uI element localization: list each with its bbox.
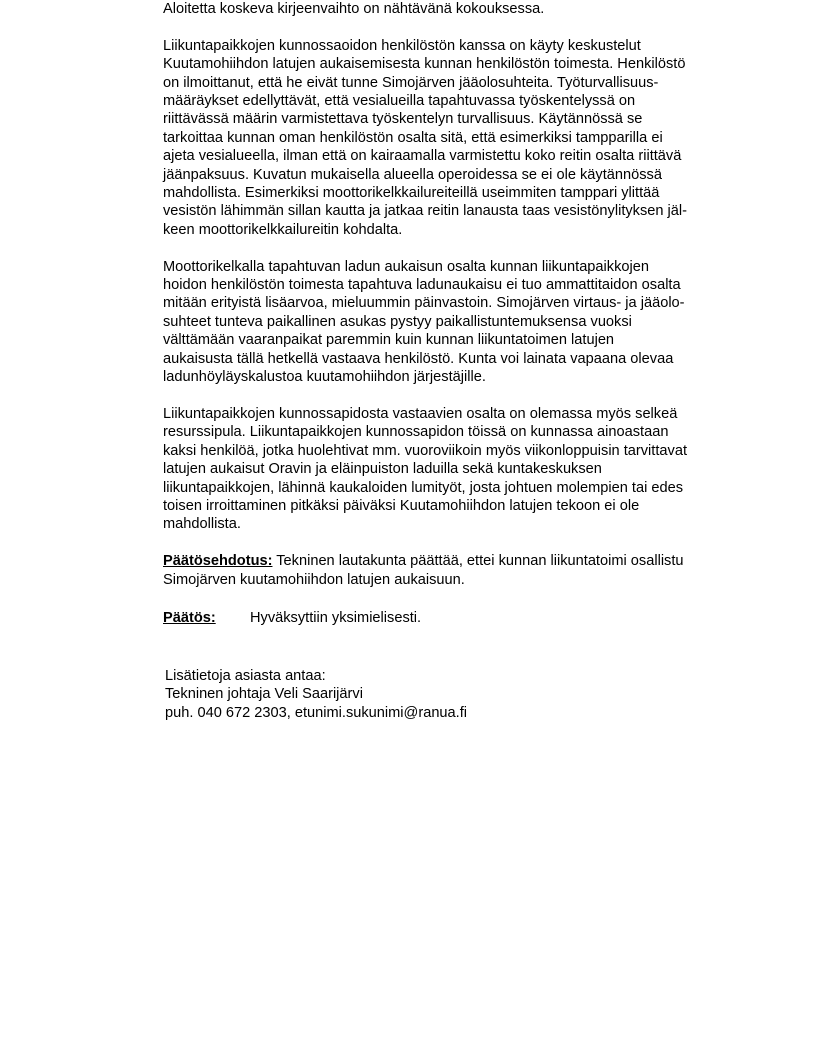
text-line: mahdollista. Esimerkiksi moottorikelkkailureiteillä useimmiten tamppari ylittää bbox=[163, 185, 660, 202]
paragraph-correspondence bbox=[163, 0, 743, 18]
paragraph-staff-discussion bbox=[163, 37, 743, 239]
text-line: vesistön lähimmän sillan kautta ja jatkaa reitin lanausta taas vesistönylityksen jäl- bbox=[163, 203, 688, 220]
text-line: Kuutamohiihdon latujen aukaisemisesta kunnan henkilöstön toimesta. Henkilöstö bbox=[163, 56, 686, 73]
text-line: resurssipula. Liikuntapaikkojen kunnossapidon töissä on kunnassa ainoastaan bbox=[163, 424, 669, 441]
text-line: Aloitetta koskeva kirjeenvaihto on nähtävänä kokouksessa. bbox=[163, 1, 545, 17]
decision-section bbox=[163, 609, 743, 627]
text-line: toisen irroittaminen pitkäksi päiväksi Kuutamohiihdon latujen tekoon ei ole bbox=[163, 497, 640, 514]
text-line: Moottorikelkalla tapahtuvan ladun aukaisun osalta kunnan liikuntapaikkojen bbox=[163, 258, 649, 275]
text-line: suhteet tunteva paikallinen asukas pystyy paikallistuntemuksensa vuoksi bbox=[163, 313, 632, 330]
text-line: jäänpaksuus. Kuvatun mukaisella alueella operoidessa se ei ole käytännössä bbox=[163, 166, 662, 183]
text-line: määräykset edellyttävät, että vesialueilla tapahtuvassa työskentelyssä on bbox=[163, 93, 636, 110]
contact-info bbox=[165, 667, 467, 722]
text-line: Liikuntapaikkojen kunnossaoidon henkilöstön kanssa on käyty keskustelut bbox=[163, 37, 641, 54]
text-line: liikuntapaikkojen, lähinnä kaukaloiden lumityöt, josta johtuen molempien tai edes bbox=[163, 479, 684, 496]
contact-heading: Lisätietoja asiasta antaa: bbox=[165, 668, 326, 684]
proposal-section bbox=[163, 552, 743, 589]
text-line: riittävässä määrin varmistettava työskentelyn turvallisuus. Käytännössä se bbox=[163, 111, 643, 128]
decision-text: Hyväksyttiin yksimielisesti. bbox=[250, 609, 422, 626]
proposal-line bbox=[163, 552, 743, 570]
contact-person: Tekninen johtaja Veli Saarijärvi bbox=[165, 686, 363, 703]
text-line: tarkoittaa kunnan oman henkilöstön osalta sitä, että esimerkiksi tampparilla ei bbox=[163, 129, 663, 146]
text-line: mitään erityistä lisäarvoa, mieluummin päinvastoin. Simojärven virtaus- ja jääolo- bbox=[163, 295, 685, 312]
proposal-text-cont: Simojärven kuutamohiihdon latujen aukaisuun. bbox=[163, 571, 465, 588]
paragraph-snowmobile bbox=[163, 258, 743, 387]
text-line: ladunhöyläyskalustoa kuutamohiihdon järjestäjille. bbox=[163, 369, 486, 386]
text-line: keen moottorikelkkailureitin kohdalta. bbox=[163, 221, 403, 238]
text-line: ajeta vesialueella, ilman että on kairaamalla varmistettu koko reitin osalta riittävä bbox=[163, 148, 682, 165]
text-line: Liikuntapaikkojen kunnossapidosta vastaavien osalta on olemassa myös selkeä bbox=[163, 405, 678, 422]
text-line: välttämään vaaranpaikat paremmin kuin kunnan liikuntatoimen latujen bbox=[163, 332, 615, 349]
proposal-text: Tekninen lautakunta päättää, ettei kunnan liikuntatoimi osallistu bbox=[272, 553, 684, 570]
text-line: latujen aukaisut Oravin ja eläinpuiston laduilla sekä kuntakeskuksen bbox=[163, 461, 602, 478]
document-body bbox=[163, 0, 743, 627]
text-line: aukaisusta tällä hetkellä vastaava henkilöstö. Kunta voi lainata vapaana olevaa bbox=[163, 350, 674, 367]
decision-label: Päätös: bbox=[163, 609, 216, 626]
proposal-label: Päätösehdotus: bbox=[163, 553, 273, 570]
text-line: on ilmoittanut, että he eivät tunne Simojärven jääolosuhteita. Työturvallisuus- bbox=[163, 74, 659, 91]
text-line: mahdollista. bbox=[163, 516, 241, 533]
text-line: kaksi henkilöä, jotka huolehtivat mm. vuoroviikoin myös viikonloppuisin tarvittavat bbox=[163, 442, 687, 459]
paragraph-resources bbox=[163, 405, 743, 534]
contact-details: puh. 040 672 2303, etunimi.sukunimi@ranua.fi bbox=[165, 704, 468, 721]
text-line: hoidon henkilöstön toimesta tapahtuva ladunaukaisu ei tuo ammattitaidon osalta bbox=[163, 277, 681, 294]
